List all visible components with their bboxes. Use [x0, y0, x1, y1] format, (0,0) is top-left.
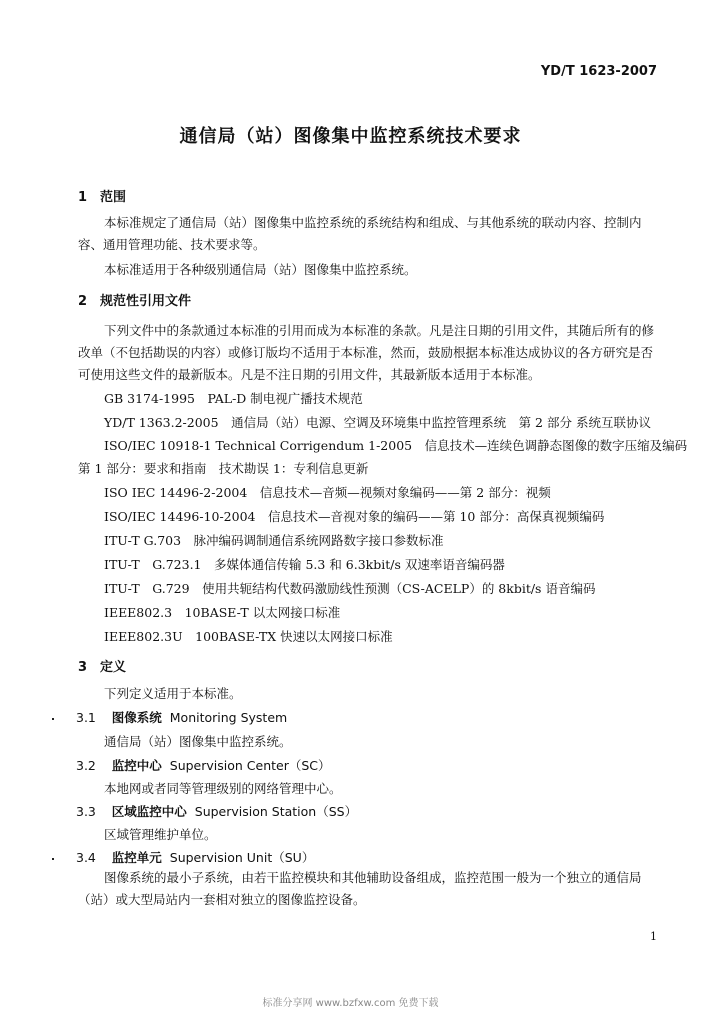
page-number: 1	[650, 930, 657, 943]
section-2-paragraph-1: 下列文件中的条款通过本标准的引用而成为本标准的条款。凡是注日期的引用文件，其随后所有的修改单（不包括勘误的内容）或修订版均不适用于本标准，然而，鼓励根据本标准达成协议的各方研究是否可使用这些文件的最新版本。凡是不注日期的引用文件，其最新版本适用于本标准。	[78, 323, 655, 382]
definition-number: 3.4	[76, 850, 96, 865]
section-1-paragraph-1: 本标准规定了通信局（站）图像集中监控系统的系统结构和组成、与其他系统的联动内容、控制内容、通用管理功能、技术要求等。	[78, 215, 642, 252]
definition-number: 3.2	[76, 758, 96, 773]
margin-mark	[52, 718, 54, 720]
reference-item: ISO/IEC 14496-10-2004 信息技术—音视对象的编码——第 10 部分：高保真视频编码	[104, 509, 605, 524]
reference-item: ITU-T G.729 使用共轭结构代数码激励线性预测（CS-ACELP）的 8kbit/s 语音编码	[104, 581, 596, 596]
definition-term: 图像系统	[111, 710, 162, 725]
definition-number: 3.3	[76, 804, 96, 819]
reference-item: GB 3174-1995 PAL-D 制电视广播技术规范	[104, 391, 363, 406]
definition-term-en: Supervision Unit（SU）	[169, 850, 315, 865]
definition-description: 本地网或者同等管理级别的网络管理中心。	[104, 781, 342, 796]
definition-heading	[76, 848, 314, 868]
margin-mark	[52, 858, 54, 860]
reference-item: IEEE802.3U 100BASE-TX 快速以太网接口标准	[104, 629, 393, 644]
definition-term-en: Supervision Station（SS）	[194, 804, 358, 819]
definition-heading	[76, 802, 357, 822]
section-3-heading: 3 定义	[78, 660, 127, 675]
section-1-heading: 1 范围	[78, 190, 127, 205]
reference-item: IEEE802.3 10BASE-T 以太网接口标准	[104, 605, 341, 620]
definition-heading	[76, 708, 287, 728]
reference-item: YD/T 1363.2-2005 通信局（站）电源、空调及环境集中监控管理系统 第 2 部分 系统互联协议	[104, 415, 651, 430]
footer-watermark: 标准分享网 www.bzfxw.com 免费下载	[262, 998, 439, 1009]
reference-item: ISO IEC 14496-2-2004 信息技术—音频—视频对象编码——第 2 部分：视频	[104, 485, 551, 500]
definition-description: 通信局（站）图像集中监控系统。	[104, 734, 292, 749]
section-2-heading: 2 规范性引用文件	[78, 294, 192, 309]
reference-item-continuation: 第 1 部分：要求和指南 技术勘误 1：专利信息更新	[78, 461, 369, 476]
reference-item: ITU-T G.723.1 多媒体通信传输 5.3 和 6.3kbit/s 双速率语音编码器	[104, 557, 505, 572]
definition-term-en: Supervision Center（SC）	[169, 758, 331, 773]
definition-description: 图像系统的最小子系统，由若干监控模块和其他辅助设备组成，监控范围一般为一个独立的通信局（站）或大型局站内一套相对独立的图像监控设备。	[78, 870, 642, 907]
reference-item: ITU-T G.703 脉冲编码调制通信系统网路数字接口参数标准	[104, 533, 444, 548]
reference-item: ISO/IEC 10918-1 Technical Corrigendum 1-2005 信息技术—连续色调静态图像的数字压缩及编码	[104, 438, 688, 453]
definition-number: 3.1	[76, 710, 96, 725]
definition-term: 监控单元	[111, 850, 162, 865]
definition-term-en: Monitoring System	[169, 710, 288, 725]
section-3-intro: 下列定义适用于本标准。	[104, 686, 242, 701]
document-title: 通信局（站）图像集中监控系统技术要求	[179, 126, 522, 147]
definition-term: 监控中心	[111, 758, 162, 773]
section-1-paragraph-2: 本标准适用于各种级别通信局（站）图像集中监控系统。	[104, 262, 417, 277]
definition-term: 区域监控中心	[111, 804, 187, 819]
standard-code: YD/T 1623-2007	[540, 64, 657, 79]
definition-description: 区域管理维护单位。	[104, 827, 217, 842]
definition-heading	[76, 756, 331, 776]
